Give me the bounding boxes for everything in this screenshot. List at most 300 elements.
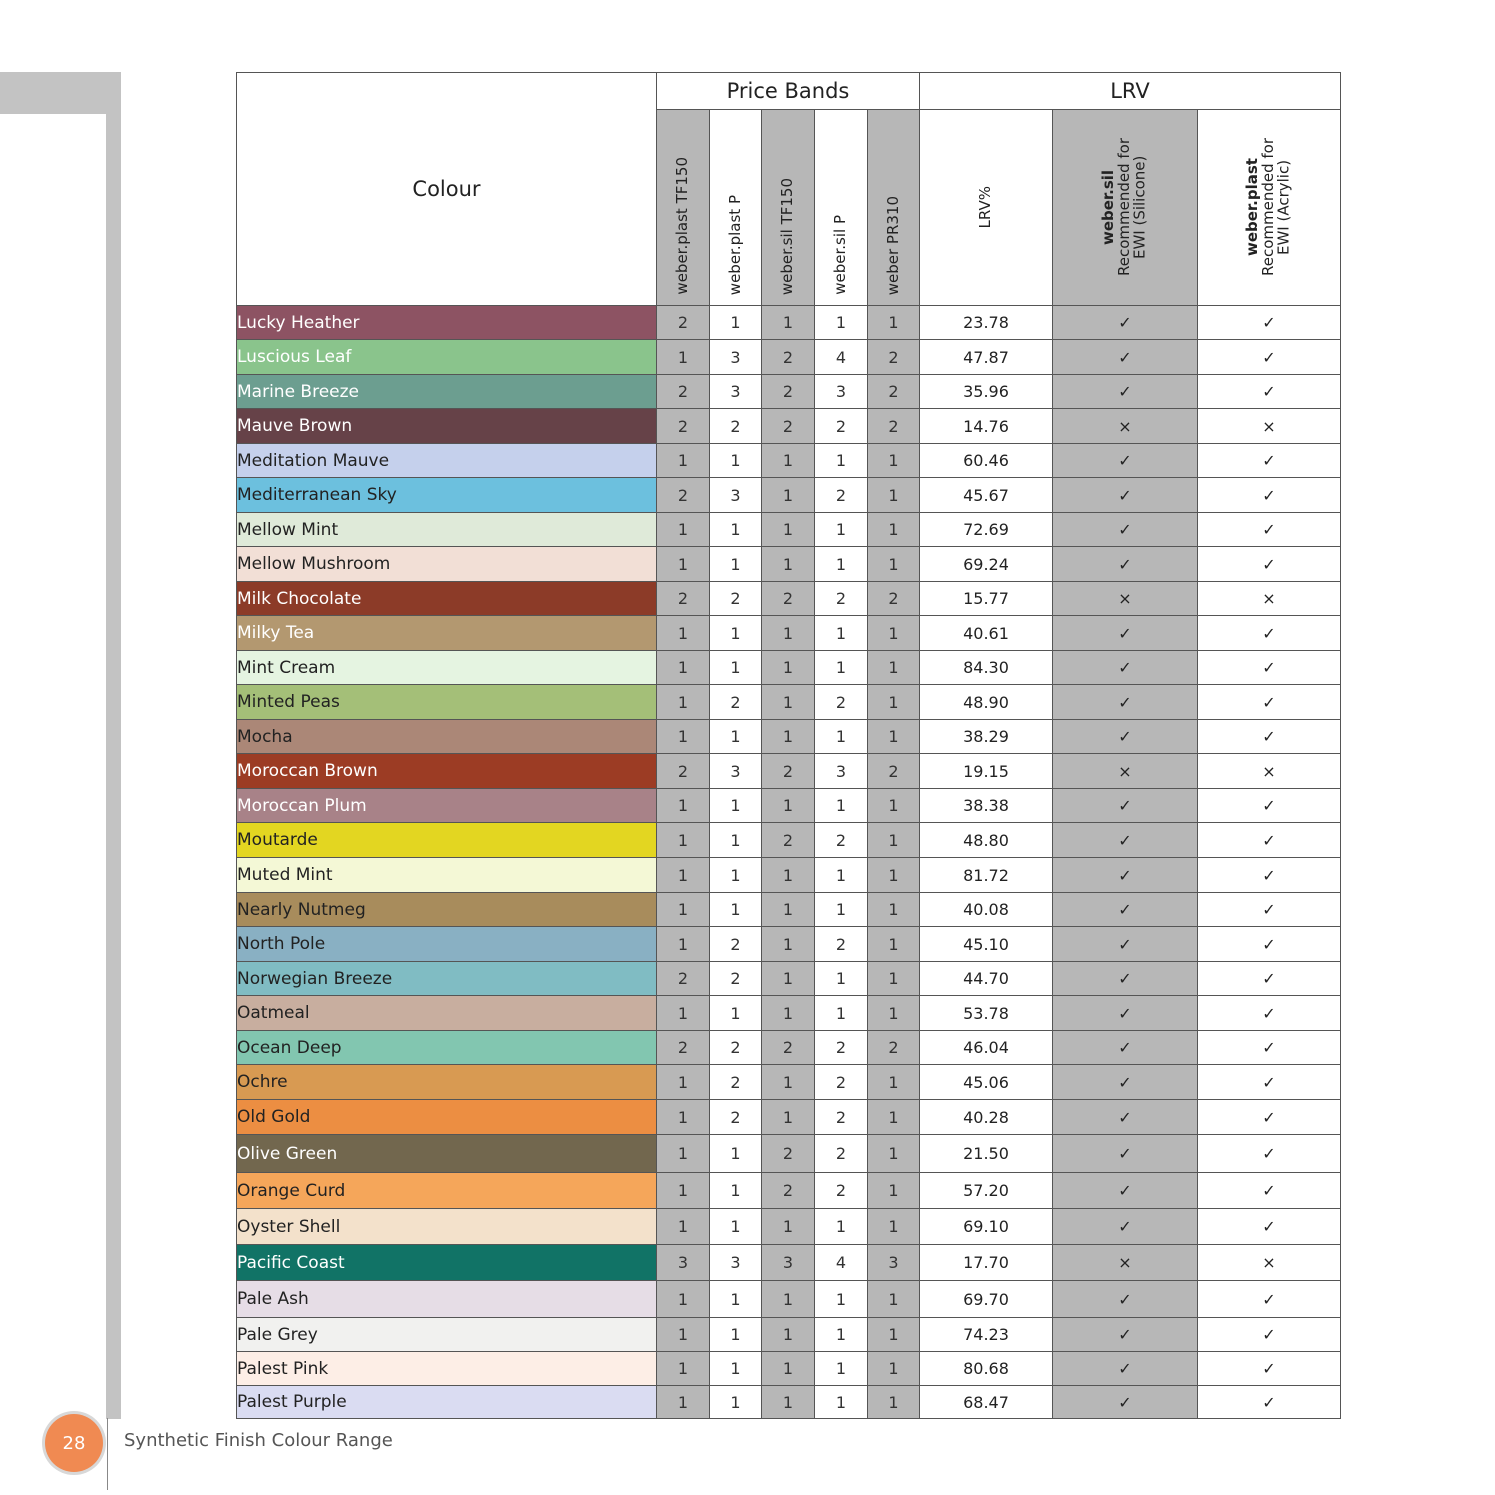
check-icon: ✓ [1053,685,1198,720]
colour-name: Ocean Deep [237,1031,657,1065]
colour-name: Pale Ash [237,1281,657,1318]
colour-name: Palest Pink [237,1352,657,1386]
price-band-cell: 3 [710,375,762,409]
colour-name: Mellow Mint [237,513,657,547]
table-row [237,858,1341,893]
price-band-cell: 2 [868,1031,920,1065]
check-icon: ✓ [1198,1100,1341,1135]
price-band-cell: 1 [815,789,868,823]
price-band-cell: 3 [710,340,762,375]
table-row [237,582,1341,616]
price-band-cell: 2 [710,1065,762,1100]
lrv-value: 46.04 [920,1031,1053,1065]
table-row [237,1173,1341,1209]
price-band-cell: 2 [710,409,762,444]
price-band-cell: 1 [657,1318,710,1352]
price-band-cell: 2 [815,478,868,513]
check-icon: ✓ [1198,893,1341,927]
colour-name: Moroccan Brown [237,754,657,789]
table-row [237,1386,1341,1419]
cross-icon: × [1053,1245,1198,1281]
price-band-cell: 1 [868,444,920,478]
price-band-cell: 2 [657,582,710,616]
price-band-cell: 1 [868,651,920,685]
colour-name: Nearly Nutmeg [237,893,657,927]
table-row [237,444,1341,478]
price-band-cell: 1 [762,1318,815,1352]
price-band-cell: 2 [815,685,868,720]
price-band-cell: 2 [868,582,920,616]
cross-icon: × [1198,1245,1341,1281]
price-band-cell: 1 [815,444,868,478]
price-band-cell: 2 [657,375,710,409]
price-band-cell: 2 [710,1100,762,1135]
col-header-weber-plast-tf150: weber.plast TF150 [657,110,710,306]
colour-name: Ochre [237,1065,657,1100]
price-band-cell: 3 [815,375,868,409]
lrv-value: 45.67 [920,478,1053,513]
price-band-cell: 3 [868,1245,920,1281]
col-header-weber-pr310: weber PR310 [868,110,920,306]
price-band-cell: 3 [815,754,868,789]
price-band-cell: 1 [710,1135,762,1173]
check-icon: ✓ [1053,1031,1198,1065]
col-header-lrv-percent: LRV% [920,110,1053,306]
table-row [237,1031,1341,1065]
price-band-cell: 2 [815,582,868,616]
price-band-cell: 1 [710,858,762,893]
check-icon: ✓ [1053,651,1198,685]
check-icon: ✓ [1198,651,1341,685]
col-header-weber-sil-ewi: weber.sil Recommended for EWI (Silicone) [1053,110,1198,306]
table-row [237,823,1341,858]
lrv-value: 74.23 [920,1318,1053,1352]
lrv-value: 23.78 [920,306,1053,340]
price-band-cell: 1 [762,789,815,823]
price-band-cell: 1 [657,1352,710,1386]
price-band-cell: 2 [762,1031,815,1065]
colour-name: Mellow Mushroom [237,547,657,582]
price-band-cell: 1 [710,720,762,754]
table-row [237,1352,1341,1386]
check-icon: ✓ [1053,1173,1198,1209]
table-row [237,340,1341,375]
price-band-cell: 1 [657,1209,710,1245]
check-icon: ✓ [1053,306,1198,340]
check-icon: ✓ [1198,996,1341,1031]
price-band-cell: 1 [868,1281,920,1318]
check-icon: ✓ [1053,444,1198,478]
check-icon: ✓ [1053,547,1198,582]
footer-divider [107,1418,108,1490]
price-band-cell: 1 [815,651,868,685]
check-icon: ✓ [1198,1065,1341,1100]
price-band-cell: 1 [657,1135,710,1173]
check-icon: ✓ [1198,1318,1341,1352]
cross-icon: × [1053,409,1198,444]
price-band-cell: 2 [762,340,815,375]
price-band-cell: 1 [657,1386,710,1419]
price-band-cell: 1 [868,1100,920,1135]
table-row [237,513,1341,547]
lrv-value: 69.10 [920,1209,1053,1245]
price-band-cell: 1 [868,1135,920,1173]
table-row [237,927,1341,962]
check-icon: ✓ [1198,547,1341,582]
colour-name: Old Gold [237,1100,657,1135]
price-band-cell: 1 [710,444,762,478]
price-band-cell: 1 [762,1352,815,1386]
price-band-cell: 1 [815,1386,868,1419]
colour-name: Milk Chocolate [237,582,657,616]
price-band-cell: 2 [815,823,868,858]
price-band-cell: 1 [762,685,815,720]
check-icon: ✓ [1198,1135,1341,1173]
price-band-cell: 1 [657,927,710,962]
price-band-cell: 1 [868,1209,920,1245]
table-row [237,1209,1341,1245]
price-band-cell: 2 [762,582,815,616]
check-icon: ✓ [1198,340,1341,375]
price-band-cell: 1 [762,651,815,685]
price-band-cell: 1 [868,1173,920,1209]
price-band-cell: 3 [710,1245,762,1281]
price-band-cell: 1 [657,651,710,685]
check-icon: ✓ [1198,927,1341,962]
price-band-cell: 2 [657,478,710,513]
cross-icon: × [1053,754,1198,789]
table-row [237,789,1341,823]
price-band-cell: 1 [868,1386,920,1419]
price-band-cell: 2 [710,1031,762,1065]
price-band-cell: 1 [762,893,815,927]
lrv-value: 69.70 [920,1281,1053,1318]
lrv-value: 81.72 [920,858,1053,893]
table-row [237,720,1341,754]
colour-name: Marine Breeze [237,375,657,409]
colour-name: Mauve Brown [237,409,657,444]
price-band-cell: 2 [710,685,762,720]
price-band-cell: 2 [710,582,762,616]
price-band-cell: 1 [710,789,762,823]
colour-name: Luscious Leaf [237,340,657,375]
price-band-cell: 1 [762,858,815,893]
price-band-cell: 1 [815,720,868,754]
colour-name: Olive Green [237,1135,657,1173]
price-band-cell: 1 [868,513,920,547]
price-band-cell: 3 [657,1245,710,1281]
lrv-value: 38.29 [920,720,1053,754]
price-band-cell: 1 [868,823,920,858]
check-icon: ✓ [1053,823,1198,858]
lrv-value: 72.69 [920,513,1053,547]
check-icon: ✓ [1053,1386,1198,1419]
price-band-cell: 1 [868,1352,920,1386]
lrv-value: 84.30 [920,651,1053,685]
check-icon: ✓ [1053,927,1198,962]
price-band-cell: 1 [710,1173,762,1209]
price-band-cell: 1 [868,616,920,651]
colour-name: Moroccan Plum [237,789,657,823]
check-icon: ✓ [1198,1281,1341,1318]
cross-icon: × [1198,409,1341,444]
price-band-cell: 1 [710,547,762,582]
price-band-cell: 2 [762,375,815,409]
colour-name: Mediterranean Sky [237,478,657,513]
price-band-cell: 1 [762,996,815,1031]
colour-name: Oatmeal [237,996,657,1031]
check-icon: ✓ [1053,1065,1198,1100]
lrv-value: 40.08 [920,893,1053,927]
lrv-value: 19.15 [920,754,1053,789]
check-icon: ✓ [1198,306,1341,340]
colour-name: Oyster Shell [237,1209,657,1245]
table-row [237,1318,1341,1352]
price-band-cell: 1 [657,340,710,375]
check-icon: ✓ [1053,478,1198,513]
price-band-cell: 1 [868,789,920,823]
lrv-value: 14.76 [920,409,1053,444]
price-band-cell: 1 [657,444,710,478]
price-band-cell: 2 [710,962,762,996]
price-band-cell: 1 [815,858,868,893]
price-band-cell: 1 [815,996,868,1031]
footer-title: Synthetic Finish Colour Range [124,1430,393,1451]
price-band-cell: 1 [762,1386,815,1419]
price-band-cell: 1 [868,1065,920,1100]
colour-name: Pale Grey [237,1318,657,1352]
price-band-cell: 1 [762,1065,815,1100]
price-band-cell: 1 [815,616,868,651]
check-icon: ✓ [1198,823,1341,858]
colour-name: Muted Mint [237,858,657,893]
lrv-value: 69.24 [920,547,1053,582]
price-band-cell: 1 [710,893,762,927]
colour-header: Colour [237,73,657,306]
check-icon: ✓ [1198,616,1341,651]
page-number-badge: 28 [45,1414,103,1472]
price-band-cell: 2 [868,409,920,444]
check-icon: ✓ [1053,1318,1198,1352]
price-band-cell: 1 [710,1209,762,1245]
price-band-cell: 1 [868,685,920,720]
price-band-cell: 1 [657,1173,710,1209]
price-band-cell: 1 [657,685,710,720]
lrv-value: 53.78 [920,996,1053,1031]
price-band-cell: 1 [762,478,815,513]
price-band-cell: 1 [868,478,920,513]
lrv-value: 48.80 [920,823,1053,858]
colour-name: Moutarde [237,823,657,858]
price-band-cell: 1 [762,927,815,962]
price-band-cell: 1 [762,1281,815,1318]
lrv-value: 15.77 [920,582,1053,616]
price-band-cell: 1 [710,616,762,651]
colour-name: Mint Cream [237,651,657,685]
price-band-cell: 2 [762,409,815,444]
colour-name: Palest Purple [237,1386,657,1419]
table-row [237,893,1341,927]
cross-icon: × [1198,582,1341,616]
price-band-cell: 2 [657,962,710,996]
col-header-weber-sil-p: weber.sil P [815,110,868,306]
price-band-cell: 1 [868,927,920,962]
check-icon: ✓ [1053,893,1198,927]
price-band-cell: 3 [762,1245,815,1281]
table-row [237,1135,1341,1173]
price-band-cell: 1 [815,893,868,927]
price-band-cell: 1 [815,1352,868,1386]
check-icon: ✓ [1053,720,1198,754]
table-row [237,547,1341,582]
price-band-cell: 1 [815,962,868,996]
lrv-value: 40.28 [920,1100,1053,1135]
check-icon: ✓ [1053,616,1198,651]
price-band-cell: 2 [868,340,920,375]
lrv-value: 57.20 [920,1173,1053,1209]
colour-name: Orange Curd [237,1173,657,1209]
check-icon: ✓ [1198,1209,1341,1245]
price-band-cell: 1 [657,858,710,893]
price-band-cell: 2 [815,409,868,444]
table-row [237,1281,1341,1318]
col-header-weber-sil-tf150: weber.sil TF150 [762,110,815,306]
price-band-cell: 1 [710,651,762,685]
check-icon: ✓ [1053,996,1198,1031]
colour-name: Pacific Coast [237,1245,657,1281]
lrv-value: 45.10 [920,927,1053,962]
price-band-cell: 1 [868,996,920,1031]
price-band-cell: 1 [657,789,710,823]
lrv-value: 17.70 [920,1245,1053,1281]
price-band-cell: 1 [710,1386,762,1419]
price-band-cell: 2 [762,1173,815,1209]
price-band-cell: 1 [710,306,762,340]
price-band-cell: 1 [868,306,920,340]
price-band-cell: 1 [657,996,710,1031]
price-band-cell: 1 [710,1318,762,1352]
check-icon: ✓ [1053,1100,1198,1135]
price-band-cell: 3 [710,754,762,789]
lrv-value: 60.46 [920,444,1053,478]
decorative-band-side [106,114,121,1419]
price-band-cell: 1 [657,1281,710,1318]
check-icon: ✓ [1053,1281,1198,1318]
col-header-weber-plast-p: weber.plast P [710,110,762,306]
price-band-cell: 1 [762,616,815,651]
table-row [237,685,1341,720]
lrv-value: 45.06 [920,1065,1053,1100]
price-band-cell: 1 [710,1281,762,1318]
price-band-cell: 1 [868,547,920,582]
colour-name: Norwegian Breeze [237,962,657,996]
price-band-cell: 2 [657,1031,710,1065]
colour-name: North Pole [237,927,657,962]
check-icon: ✓ [1198,375,1341,409]
check-icon: ✓ [1053,858,1198,893]
price-band-cell: 1 [657,893,710,927]
lrv-value: 48.90 [920,685,1053,720]
price-band-cell: 1 [657,1100,710,1135]
table-row [237,996,1341,1031]
check-icon: ✓ [1198,1031,1341,1065]
check-icon: ✓ [1198,513,1341,547]
price-band-cell: 1 [815,306,868,340]
price-band-cell: 1 [762,306,815,340]
check-icon: ✓ [1053,1352,1198,1386]
price-band-cell: 1 [868,962,920,996]
price-band-cell: 1 [868,1318,920,1352]
price-band-cell: 1 [762,1209,815,1245]
colour-name: Meditation Mauve [237,444,657,478]
price-band-cell: 1 [815,547,868,582]
price-band-cell: 1 [710,996,762,1031]
colour-name: Minted Peas [237,685,657,720]
table-row [237,1245,1341,1281]
price-band-cell: 1 [815,1281,868,1318]
check-icon: ✓ [1198,685,1341,720]
price-band-cell: 1 [657,616,710,651]
price-band-cell: 1 [657,1065,710,1100]
price-band-cell: 2 [762,823,815,858]
check-icon: ✓ [1053,1209,1198,1245]
check-icon: ✓ [1053,789,1198,823]
price-bands-header: Price Bands [657,73,920,110]
price-band-cell: 2 [657,754,710,789]
price-band-cell: 1 [868,858,920,893]
colour-name: Mocha [237,720,657,754]
price-band-cell: 1 [815,1318,868,1352]
cross-icon: × [1053,582,1198,616]
price-band-cell: 1 [815,1209,868,1245]
lrv-value: 47.87 [920,340,1053,375]
check-icon: ✓ [1198,444,1341,478]
check-icon: ✓ [1198,1386,1341,1419]
price-band-cell: 2 [868,375,920,409]
price-band-cell: 1 [815,513,868,547]
lrv-value: 21.50 [920,1135,1053,1173]
price-band-cell: 1 [762,513,815,547]
price-band-cell: 2 [815,1065,868,1100]
price-band-cell: 1 [762,444,815,478]
check-icon: ✓ [1198,1352,1341,1386]
price-band-cell: 4 [815,1245,868,1281]
check-icon: ✓ [1198,478,1341,513]
lrv-value: 80.68 [920,1352,1053,1386]
check-icon: ✓ [1198,1173,1341,1209]
table-row [237,962,1341,996]
table-row [237,1065,1341,1100]
price-band-cell: 1 [762,1100,815,1135]
price-band-cell: 1 [710,513,762,547]
lrv-value: 40.61 [920,616,1053,651]
price-band-cell: 1 [868,893,920,927]
price-band-cell: 2 [815,1100,868,1135]
price-band-cell: 1 [657,547,710,582]
price-band-cell: 2 [815,1031,868,1065]
lrv-group-header: LRV [920,73,1341,110]
colour-table [236,72,1341,1419]
price-band-cell: 1 [657,720,710,754]
price-band-cell: 1 [710,823,762,858]
price-band-cell: 2 [657,409,710,444]
check-icon: ✓ [1198,720,1341,754]
table-row [237,616,1341,651]
cross-icon: × [1198,754,1341,789]
check-icon: ✓ [1053,375,1198,409]
check-icon: ✓ [1053,962,1198,996]
colour-name: Lucky Heather [237,306,657,340]
